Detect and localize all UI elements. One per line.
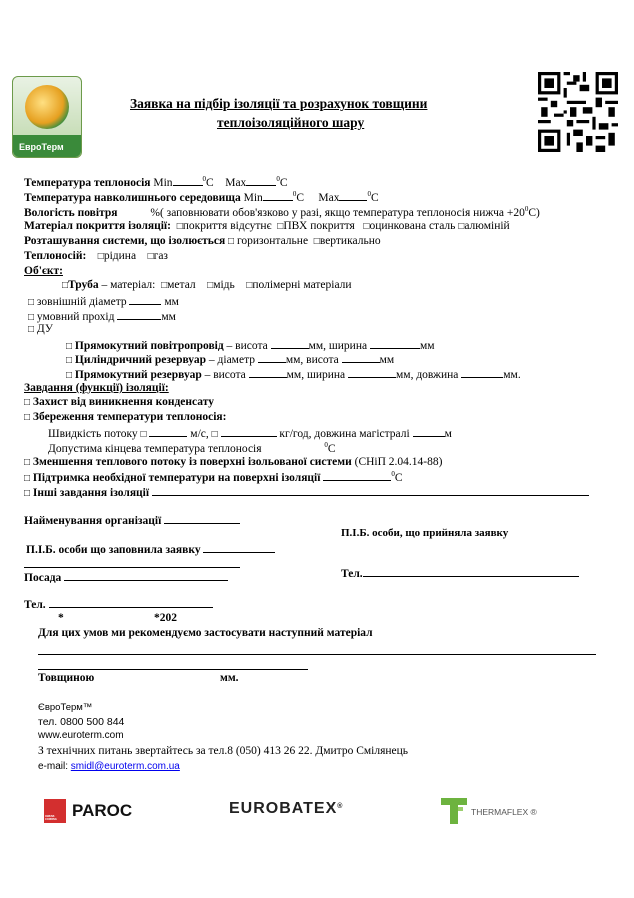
material-row: Матеріал покриття ізоляції: □покриття відсутнє □ПВХ покриття □оцинкована сталь □алюміній xyxy=(24,220,510,232)
position-field[interactable] xyxy=(64,570,228,581)
final-temp-row: Допустима кінцева температура теплоносія $^0$C xyxy=(48,441,336,455)
thickness-unit: мм. xyxy=(220,672,239,684)
checkbox-aluminum[interactable]: □ xyxy=(458,221,465,232)
temp-carrier-row: Температура теплоносія Min $^0$C Max $^0$C xyxy=(24,175,288,189)
nominal-row: □ умовний прохід мм xyxy=(28,311,176,323)
filled-row: П.І.Б. особи що заповнила заявку xyxy=(26,542,275,556)
checkbox-pvc[interactable]: □ xyxy=(277,221,284,232)
euroterm-logo xyxy=(12,76,82,158)
humidity-row: Вологість повітря %( заповнювати обов'язково у разі, якщо температура теплоносія нижча $+20^0C$) xyxy=(24,205,540,219)
task-other: □ Інші завдання ізоляції xyxy=(24,485,589,499)
org-field[interactable] xyxy=(164,513,240,524)
checkbox-horizontal[interactable]: □ xyxy=(228,236,235,247)
recommend-text: Для цих умов ми рекомендуємо застосувати наступний матеріал xyxy=(38,627,373,639)
recommend-line-2[interactable] xyxy=(38,669,308,670)
tel-right-field[interactable] xyxy=(363,566,579,577)
owens-corning-badge: OWENS CORNING xyxy=(44,799,66,823)
checkbox-heat-flow[interactable]: □ xyxy=(24,457,31,468)
mass-flow-field[interactable] xyxy=(221,426,277,437)
nominal-field[interactable] xyxy=(117,309,161,320)
checkbox-liquid[interactable]: □ xyxy=(97,251,104,262)
star-1: * xyxy=(58,612,64,624)
carrier-row: Теплоносій: □рідина □газ xyxy=(24,250,168,262)
task-temp-keep: □ Збереження температури теплоносія: xyxy=(24,411,227,423)
checkbox-condensate[interactable]: □ xyxy=(24,397,31,408)
pipe-row: □Труба – матеріал: □метал □мідь □полімерні матеріали xyxy=(62,279,352,291)
footer-site[interactable]: www.euroterm.com xyxy=(38,730,124,741)
checkbox-du[interactable]: □ xyxy=(28,324,35,335)
cyl-row: □ Циліндричний резервуар – діаметр мм, висота мм xyxy=(66,354,395,366)
checkbox-rect-tank[interactable]: □ xyxy=(66,370,73,381)
location-row: Розташування системи, що ізолюється □ горизонтальне □вертикально xyxy=(24,235,381,247)
checkbox-cylinder[interactable]: □ xyxy=(66,355,73,366)
temp-env-row: Температура навколишнього середовища Min $^0$C Max $^0$C xyxy=(24,190,379,204)
email-link[interactable]: smidl@euroterm.com.ua xyxy=(70,761,180,772)
task-surface-temp: □ Підтримка необхідної температури на поверхні ізоляції $^0$C xyxy=(24,470,403,484)
task-condensate: □ Захист від виникнення конденсату xyxy=(24,396,214,408)
checkbox-pipe[interactable]: □ xyxy=(62,280,69,291)
duct-row: □ Прямокутний повітропровід – висота мм, ширина мм xyxy=(66,340,435,352)
globe-icon xyxy=(25,85,69,129)
speed-field[interactable] xyxy=(149,426,187,437)
qr-code xyxy=(538,72,618,152)
du-row: □ ДУ xyxy=(28,323,54,335)
filled-line-2 xyxy=(24,567,240,568)
thermaflex-t-icon xyxy=(441,798,467,824)
checkbox-surface-temp[interactable]: □ xyxy=(24,473,31,484)
checkbox-outer-diameter[interactable]: □ xyxy=(28,297,35,308)
logo-text: ЕвроТерм xyxy=(19,142,64,152)
checkbox-nominal[interactable]: □ xyxy=(28,312,35,323)
checkbox-vertical[interactable]: □ xyxy=(313,236,320,247)
checkbox-temp-keep[interactable]: □ xyxy=(24,412,31,423)
object-label: Об'єкт: xyxy=(24,265,63,277)
star-2: *202 xyxy=(154,612,177,624)
speed-row: Швидкість потоку □ м/с, □ кг/год, довжина магістралі м xyxy=(48,428,452,440)
outer-diameter-field[interactable] xyxy=(129,294,161,305)
page-title: Заявка на підбір ізоляції та розрахунок товщини xyxy=(130,96,428,111)
accepted-label: П.І.Б. особи, що прийняла заявку xyxy=(341,527,509,539)
other-field[interactable] xyxy=(152,485,589,496)
thermaflex-logo: THERMAFLEX ® xyxy=(441,798,551,824)
checkbox-polymer[interactable]: □ xyxy=(246,280,253,291)
checkbox-galvanized[interactable]: □ xyxy=(363,221,370,232)
tasks-title: Завдання (функції) ізоляції: xyxy=(24,382,169,394)
tel-right-row: Тел. xyxy=(341,566,579,580)
paroc-logo: OWENS CORNING PAROC xyxy=(45,801,133,821)
filled-field[interactable] xyxy=(203,542,275,553)
outer-diameter-row: □ зовнішній діаметр мм xyxy=(28,296,179,308)
tel-left-field[interactable] xyxy=(49,597,213,608)
checkbox-gas[interactable]: □ xyxy=(147,251,154,262)
thickness-label: Товщиною xyxy=(38,672,95,684)
footer-tel: тел. 0800 500 844 xyxy=(38,716,125,728)
eurobatex-logo: EUROBATEX® xyxy=(229,800,344,817)
tel-left-row: Тел. xyxy=(24,597,213,611)
length-field[interactable] xyxy=(413,426,445,437)
rect-row: □ Прямокутний резервуар – висота мм, ширина мм, довжина мм. xyxy=(66,369,521,381)
task-heat-flow: □ Зменшення теплового потоку із поверхні ізольованої системи (СНіП 2.04.14-88) xyxy=(24,456,443,468)
footer-tech: З технічних питань звертайтесь за тел.8 (050) 413 26 22. Дмитро Смілянець xyxy=(38,745,409,757)
page-subtitle: теплоізоляційного шару xyxy=(217,115,365,130)
checkbox-other[interactable]: □ xyxy=(24,488,31,499)
checkbox-metal[interactable]: □ xyxy=(161,280,168,291)
checkbox-copper[interactable]: □ xyxy=(207,280,214,291)
checkbox-no-coating[interactable]: □ xyxy=(176,221,183,232)
org-row: Найменування організації xyxy=(24,513,240,527)
footer-email-row: e-mail: smidl@euroterm.com.ua xyxy=(38,761,180,772)
position-row: Посада xyxy=(24,570,228,584)
recommend-line-1[interactable] xyxy=(38,654,596,655)
footer-brand: ЄвроТерм™ xyxy=(38,702,93,713)
checkbox-duct[interactable]: □ xyxy=(66,341,73,352)
